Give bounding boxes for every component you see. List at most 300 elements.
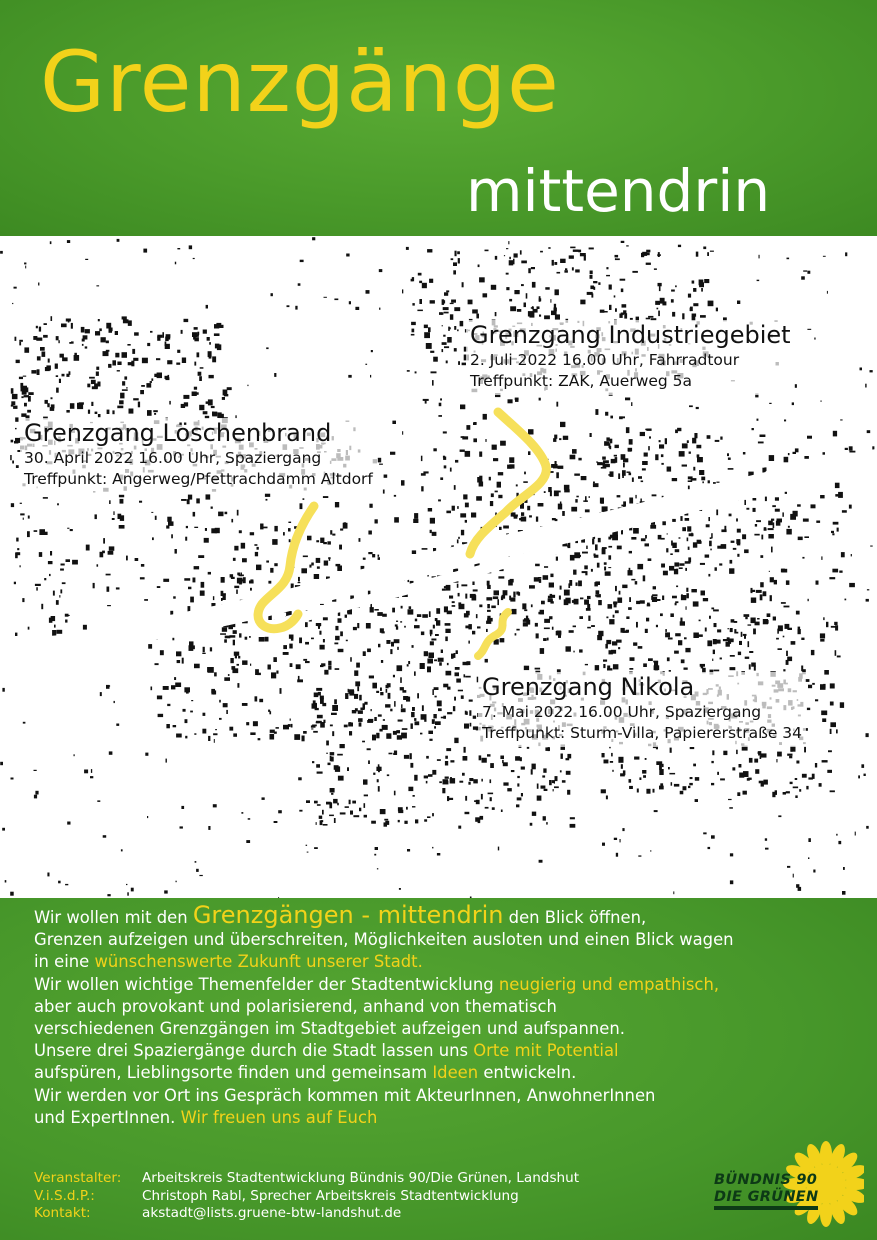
city-block xyxy=(316,540,319,542)
city-block xyxy=(439,781,442,783)
city-block xyxy=(259,637,265,642)
city-block xyxy=(695,777,699,781)
city-block xyxy=(378,786,380,792)
city-block xyxy=(556,402,558,407)
city-block xyxy=(723,639,728,641)
city-block xyxy=(334,818,336,823)
city-block xyxy=(639,777,641,780)
city-block xyxy=(544,628,550,630)
city-block xyxy=(603,463,606,468)
city-block xyxy=(560,502,562,506)
city-block xyxy=(394,517,399,522)
city-block xyxy=(667,467,672,472)
city-block xyxy=(56,336,59,340)
city-block xyxy=(566,758,570,760)
city-block xyxy=(184,687,190,692)
city-block xyxy=(548,487,552,492)
city-block xyxy=(127,344,130,346)
city-block xyxy=(436,608,440,614)
city-block xyxy=(187,499,190,504)
city-block xyxy=(203,647,205,652)
city-block xyxy=(827,770,832,773)
city-block xyxy=(208,736,210,741)
city-block xyxy=(449,596,453,599)
city-block xyxy=(365,364,367,365)
city-block xyxy=(760,555,763,558)
city-block xyxy=(96,372,99,376)
city-block xyxy=(340,812,346,814)
city-block xyxy=(701,591,706,596)
city-block xyxy=(606,640,611,644)
city-block xyxy=(580,598,583,600)
city-block xyxy=(454,307,460,311)
city-block xyxy=(175,683,181,688)
city-block xyxy=(691,589,697,592)
city-block xyxy=(543,575,549,580)
city-block xyxy=(166,525,169,528)
city-block xyxy=(465,711,467,715)
city-block xyxy=(476,614,478,618)
city-block xyxy=(711,761,713,763)
city-block xyxy=(344,522,347,527)
city-block xyxy=(714,623,717,627)
city-block xyxy=(473,438,477,442)
city-block xyxy=(354,670,358,676)
city-block xyxy=(600,310,605,313)
city-block xyxy=(323,639,325,642)
city-block xyxy=(414,625,420,628)
credit-value: Christoph Rabl, Sprecher Arbeitskreis Stadtentwicklung xyxy=(142,1187,519,1204)
city-block xyxy=(544,315,550,319)
city-block xyxy=(167,704,170,706)
city-block xyxy=(466,425,470,430)
city-block xyxy=(604,567,606,571)
city-block xyxy=(290,663,293,667)
city-block xyxy=(440,398,442,400)
city-block xyxy=(661,454,664,457)
city-block xyxy=(723,751,727,755)
city-block xyxy=(414,513,418,519)
city-block xyxy=(693,542,697,547)
city-block xyxy=(617,546,622,550)
city-block xyxy=(573,626,576,628)
city-block xyxy=(486,629,488,632)
city-block xyxy=(609,650,613,654)
city-block xyxy=(785,624,790,629)
city-block xyxy=(739,641,742,645)
city-block xyxy=(266,347,268,349)
city-block xyxy=(444,312,449,314)
city-block xyxy=(91,380,93,384)
city-block xyxy=(654,665,660,670)
city-block xyxy=(481,794,483,800)
city-block xyxy=(445,629,450,633)
city-block xyxy=(578,458,581,461)
city-block xyxy=(672,312,675,317)
city-block xyxy=(55,364,58,369)
city-block xyxy=(801,638,804,640)
city-block xyxy=(760,435,766,438)
city-block xyxy=(595,544,598,550)
city-block xyxy=(836,834,837,836)
city-block xyxy=(432,689,434,695)
city-block xyxy=(381,660,383,663)
city-block xyxy=(522,603,526,609)
city-block xyxy=(659,444,664,448)
city-block xyxy=(788,526,790,528)
city-block xyxy=(47,873,49,877)
city-block xyxy=(89,377,95,379)
city-block xyxy=(460,405,465,410)
city-block xyxy=(469,700,473,702)
city-block xyxy=(332,534,335,536)
city-block xyxy=(549,780,552,785)
city-block xyxy=(465,812,470,814)
city-block xyxy=(177,350,180,353)
city-block xyxy=(442,788,445,793)
city-block xyxy=(695,799,698,802)
city-block xyxy=(708,574,710,577)
city-block xyxy=(661,538,665,540)
city-block xyxy=(288,724,291,727)
city-block xyxy=(122,381,125,385)
city-block xyxy=(23,376,26,377)
city-block xyxy=(694,433,697,438)
city-block xyxy=(85,259,88,260)
city-block xyxy=(424,651,428,656)
city-block xyxy=(295,306,297,310)
city-block xyxy=(640,600,645,603)
city-block xyxy=(289,644,292,649)
city-block xyxy=(364,803,366,808)
city-block xyxy=(209,375,214,378)
city-block xyxy=(169,401,171,405)
city-block xyxy=(539,296,541,302)
city-block xyxy=(728,628,729,629)
city-block xyxy=(608,555,611,559)
city-block xyxy=(476,314,479,319)
city-block xyxy=(366,290,370,294)
city-block xyxy=(585,496,587,502)
city-block xyxy=(335,636,340,640)
city-block xyxy=(489,477,491,481)
city-block xyxy=(84,770,88,774)
city-block xyxy=(705,555,710,558)
city-block xyxy=(430,530,432,533)
city-block xyxy=(755,524,757,527)
city-block xyxy=(22,598,24,602)
city-block xyxy=(778,648,782,650)
city-block xyxy=(742,534,746,539)
city-block xyxy=(176,363,180,365)
city-block xyxy=(517,776,520,778)
city-block xyxy=(792,402,794,405)
city-block xyxy=(537,796,542,801)
city-block xyxy=(142,358,148,364)
city-block xyxy=(543,816,546,820)
city-block xyxy=(58,881,61,884)
city-block xyxy=(193,512,196,517)
city-block xyxy=(621,313,624,316)
city-block xyxy=(454,697,456,701)
city-block xyxy=(513,259,515,265)
city-block xyxy=(434,726,436,728)
city-block xyxy=(537,306,540,309)
city-block xyxy=(564,599,569,605)
city-block xyxy=(250,579,253,582)
city-block xyxy=(521,767,525,770)
city-block xyxy=(359,695,362,701)
city-block xyxy=(594,582,598,586)
city-block xyxy=(647,603,650,605)
city-block xyxy=(98,319,100,321)
city-block xyxy=(112,518,115,520)
city-block xyxy=(616,853,618,857)
city-block xyxy=(728,468,734,470)
city-block xyxy=(412,645,414,648)
city-block xyxy=(424,718,426,722)
city-block xyxy=(444,292,448,296)
city-block xyxy=(103,538,105,544)
city-block xyxy=(796,761,799,764)
city-block xyxy=(753,629,756,635)
city-block xyxy=(807,271,810,274)
city-block xyxy=(5,880,7,882)
city-block xyxy=(645,543,650,546)
city-block xyxy=(621,289,624,293)
city-block xyxy=(233,640,235,646)
city-block xyxy=(608,604,613,609)
city-block xyxy=(608,546,612,548)
city-block xyxy=(429,611,431,617)
city-block xyxy=(596,462,598,463)
poster-title: Grenzgänge xyxy=(40,33,560,131)
city-block xyxy=(534,577,540,581)
city-block xyxy=(60,354,64,358)
city-block xyxy=(106,350,110,352)
city-block xyxy=(621,764,623,769)
city-block xyxy=(353,815,359,817)
city-block xyxy=(379,464,383,465)
city-block xyxy=(731,541,735,543)
city-block xyxy=(454,485,456,490)
city-block xyxy=(786,791,790,793)
city-block xyxy=(638,855,641,856)
city-block xyxy=(210,647,212,651)
city-block xyxy=(659,440,661,442)
city-block xyxy=(532,764,536,770)
city-block xyxy=(462,282,464,287)
city-block xyxy=(316,764,320,768)
city-block xyxy=(453,270,456,274)
city-block xyxy=(394,751,397,755)
city-block xyxy=(562,511,565,516)
city-block xyxy=(730,569,734,572)
text-segment: und ExpertInnen. xyxy=(34,1107,181,1127)
city-block xyxy=(312,703,318,708)
city-block xyxy=(550,594,553,597)
city-block xyxy=(736,750,738,754)
city-block xyxy=(182,358,186,364)
city-block xyxy=(394,495,396,497)
city-block xyxy=(429,279,433,283)
city-block xyxy=(432,380,434,386)
city-block xyxy=(633,528,639,534)
city-block xyxy=(842,510,847,513)
city-block xyxy=(643,575,646,581)
city-block xyxy=(457,251,460,254)
city-block xyxy=(51,316,53,321)
city-block xyxy=(386,733,391,739)
city-block xyxy=(126,884,127,885)
city-block xyxy=(795,448,799,452)
city-block xyxy=(589,496,590,498)
city-block xyxy=(396,621,398,622)
city-block xyxy=(411,723,413,729)
city-block xyxy=(476,496,482,501)
city-block xyxy=(110,328,113,332)
event-meeting-point: Treffpunkt: Sturm-Villa, Papiererstraße 34 xyxy=(482,724,803,743)
city-block xyxy=(550,601,553,603)
city-block xyxy=(384,822,388,826)
city-block xyxy=(553,789,554,791)
city-block xyxy=(498,472,503,475)
city-block xyxy=(606,617,608,619)
city-block xyxy=(311,725,316,727)
city-block xyxy=(770,595,772,601)
city-block xyxy=(211,507,213,509)
city-block xyxy=(602,753,605,757)
city-block xyxy=(60,589,62,593)
city-block xyxy=(582,552,588,554)
city-block xyxy=(796,884,799,888)
city-block xyxy=(482,758,487,763)
city-block xyxy=(37,356,41,360)
city-block xyxy=(31,370,36,374)
city-block xyxy=(604,760,609,764)
city-block xyxy=(613,615,615,618)
city-block xyxy=(270,568,273,573)
city-block xyxy=(21,413,26,417)
city-block xyxy=(660,613,663,616)
city-block xyxy=(492,807,495,810)
city-block xyxy=(670,748,672,753)
city-block xyxy=(289,539,291,542)
city-block xyxy=(45,400,48,404)
city-block xyxy=(406,247,409,250)
city-block xyxy=(481,779,483,782)
city-block xyxy=(509,299,512,302)
city-block xyxy=(435,696,437,698)
city-block xyxy=(238,580,242,584)
city-block xyxy=(323,824,328,826)
city-block xyxy=(291,724,293,728)
city-block xyxy=(584,565,588,569)
city-block xyxy=(166,724,170,728)
city-block xyxy=(514,290,519,294)
city-block xyxy=(320,604,324,605)
city-block xyxy=(516,804,519,807)
city-block xyxy=(168,337,170,339)
city-block xyxy=(689,533,694,536)
city-block xyxy=(578,581,582,587)
city-block xyxy=(554,262,557,265)
city-block xyxy=(62,374,65,377)
city-block xyxy=(545,287,549,290)
city-block xyxy=(751,618,756,624)
city-block xyxy=(162,332,164,338)
city-block xyxy=(443,300,446,303)
city-block xyxy=(374,609,378,611)
city-block xyxy=(38,283,39,286)
city-block xyxy=(697,457,703,462)
city-block xyxy=(472,631,475,635)
city-block xyxy=(250,532,254,535)
city-block xyxy=(109,751,113,754)
city-block xyxy=(650,850,651,852)
city-block xyxy=(330,788,335,793)
city-block xyxy=(517,309,521,312)
city-block xyxy=(320,645,325,650)
city-block xyxy=(390,709,392,712)
city-block xyxy=(250,664,251,666)
city-block xyxy=(148,644,152,649)
city-block xyxy=(594,554,596,557)
city-block xyxy=(595,409,598,415)
city-block xyxy=(312,237,315,240)
city-block xyxy=(87,384,90,388)
city-block xyxy=(407,849,410,852)
city-block xyxy=(67,615,70,616)
city-block xyxy=(397,735,402,740)
city-block xyxy=(469,778,473,781)
city-block xyxy=(521,512,524,516)
city-block xyxy=(654,268,657,270)
city-block xyxy=(65,620,67,623)
city-block xyxy=(690,747,695,749)
city-block xyxy=(127,892,129,895)
city-block xyxy=(348,723,353,727)
city-block xyxy=(640,432,645,436)
city-block xyxy=(711,835,715,838)
city-block xyxy=(641,538,646,541)
city-block xyxy=(685,648,690,652)
city-block xyxy=(808,599,809,601)
city-block xyxy=(845,599,847,601)
city-block xyxy=(206,494,211,499)
city-block xyxy=(185,736,187,739)
city-block xyxy=(688,786,690,788)
city-block xyxy=(320,696,324,700)
city-block xyxy=(573,250,579,252)
city-block xyxy=(611,459,616,463)
city-block xyxy=(273,657,277,662)
city-block xyxy=(450,468,452,472)
city-block xyxy=(468,782,470,785)
city-block xyxy=(52,630,56,636)
city-block xyxy=(483,414,487,420)
city-block xyxy=(331,713,337,715)
city-block xyxy=(228,674,230,676)
city-block xyxy=(442,325,443,326)
city-block xyxy=(12,303,13,304)
city-block xyxy=(758,751,761,755)
city-block xyxy=(299,810,302,812)
logo-line-2: DIE GRÜNEN xyxy=(714,1189,818,1210)
city-block xyxy=(716,308,718,312)
city-block xyxy=(675,285,677,287)
city-block xyxy=(355,681,360,686)
